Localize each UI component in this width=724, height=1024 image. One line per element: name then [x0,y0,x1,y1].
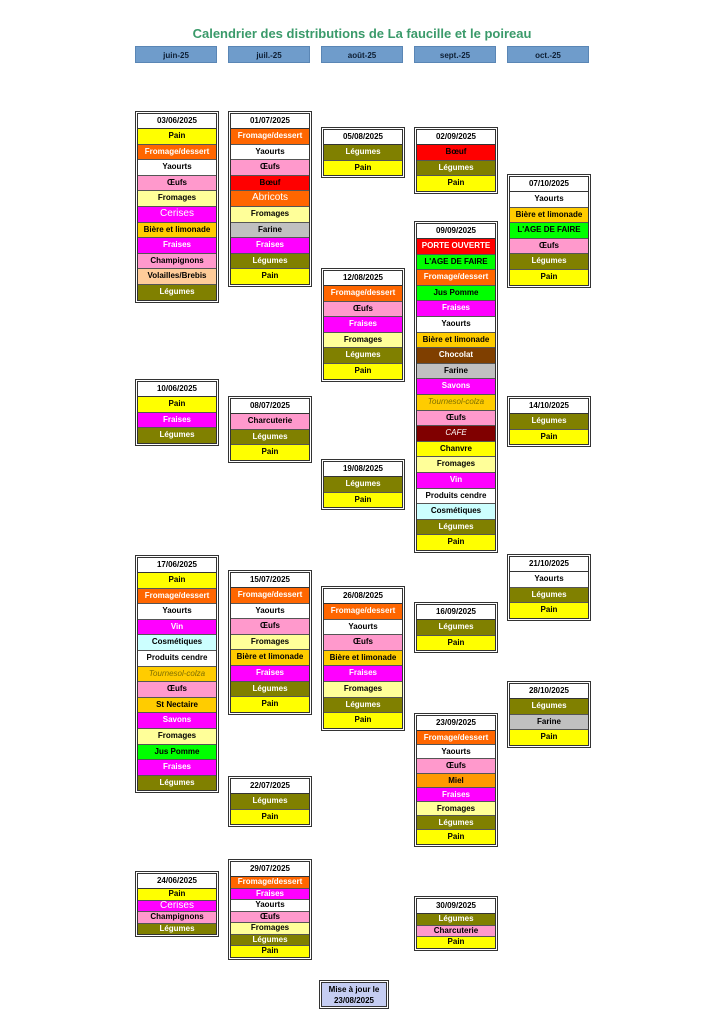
product-row: Bière et limonade [138,223,216,239]
product-row: Pain [231,946,309,957]
product-row: Pain [417,176,495,191]
product-row: Pain [231,697,309,712]
month-header-june: juin-25 [135,46,217,63]
product-row: Légumes [510,414,588,430]
product-row: Fromage/dessert [231,588,309,604]
distribution-block [509,556,589,619]
distribution-date: 10/06/2025 [138,382,216,397]
distribution-date: 12/08/2025 [324,271,402,286]
product-row: Pain [417,636,495,651]
product-row: Fromages [231,923,309,935]
product-row: Légumes [324,348,402,364]
product-row: Légumes [231,682,309,698]
product-row: Volailles/Brebis [138,269,216,285]
distribution-block [230,572,310,713]
product-row: Pain [417,830,495,843]
distribution-block [416,129,496,192]
product-row: Fromage/dessert [324,286,402,302]
product-row: Légumes [231,254,309,270]
product-row: Pain [231,810,309,825]
product-row: Fraises [324,317,402,333]
product-row: Légumes [510,588,588,604]
product-row: Bière et limonade [417,333,495,349]
product-row: Œufs [231,912,309,924]
product-row: Fromages [324,682,402,698]
product-row: Farine [417,364,495,380]
product-row: Pain [138,889,216,901]
product-row: Légumes [231,935,309,947]
product-row: Fromage/dessert [417,731,495,745]
product-row: Pain [138,129,216,145]
product-row: Légumes [138,776,216,791]
page-title: Calendrier des distributions de La faucille et le poireau [192,26,532,41]
product-row: Fromage/dessert [138,145,216,161]
product-row: Fromages [231,635,309,651]
product-row: Fraises [138,413,216,429]
distribution-date: 28/10/2025 [510,684,588,699]
product-row: Fromages [138,191,216,207]
product-row: Fraises [231,889,309,901]
distribution-date: 23/09/2025 [417,716,495,731]
product-row: Pain [510,730,588,745]
distribution-block [323,461,403,508]
product-row: Vin [138,620,216,636]
product-row: Fraises [138,760,216,776]
distribution-date: 21/10/2025 [510,557,588,572]
product-row: Légumes [138,428,216,443]
product-row: Yaourts [231,604,309,620]
product-row: Fraises [138,238,216,254]
product-row: Fraises [417,301,495,317]
product-row: Œufs [138,176,216,192]
product-row: Fraises [231,666,309,682]
product-row: Légumes [417,620,495,636]
product-row: Fromage/dessert [417,270,495,286]
product-row: CAFE [417,426,495,442]
product-row: Yaourts [231,900,309,912]
distribution-block [230,778,310,825]
distribution-date: 15/07/2025 [231,573,309,588]
product-row: Champignons [138,254,216,270]
month-header-october: oct.-25 [507,46,589,63]
product-row: Yaourts [324,620,402,636]
product-row: Bière et limonade [231,650,309,666]
product-row: Chocolat [417,348,495,364]
product-row: Champignons [138,912,216,924]
month-header-august: août-25 [321,46,403,63]
product-row: Légumes [138,285,216,300]
product-row: Légumes [417,520,495,536]
distribution-date: 26/08/2025 [324,589,402,604]
distribution-block [416,604,496,651]
month-header-july: juil.-25 [228,46,310,63]
product-row: Yaourts [417,745,495,759]
product-row: Jus Pomme [417,286,495,302]
product-row: Bœuf [417,145,495,161]
product-row: Charcuterie [231,414,309,430]
product-row: Pain [138,397,216,413]
product-row: Légumes [417,816,495,830]
product-row: Miel [417,774,495,788]
product-row: Produits cendre [138,651,216,667]
distribution-block [416,223,496,551]
distribution-block [137,381,217,444]
product-row: Légumes [417,914,495,926]
product-row: Tournesol-colza [138,667,216,683]
product-row: Fromages [231,207,309,223]
product-row: St Nectaire [138,698,216,714]
product-row: Yaourts [417,317,495,333]
distribution-date: 02/09/2025 [417,130,495,145]
product-row: Tournesol-colza [417,395,495,411]
distribution-block [323,270,403,380]
distribution-block [137,873,217,935]
product-row: Fraises [417,788,495,802]
distribution-date: 09/09/2025 [417,224,495,239]
distribution-block [137,113,217,301]
product-row: Pain [324,493,402,508]
product-row: Pain [324,161,402,176]
product-row: Fromage/dessert [138,589,216,605]
product-row: Œufs [138,682,216,698]
product-row: Fromages [417,802,495,816]
distribution-block [416,898,496,949]
distribution-date: 07/10/2025 [510,177,588,192]
product-row: Fromages [138,729,216,745]
distribution-date: 05/08/2025 [324,130,402,145]
month-header-september: sept.-25 [414,46,496,63]
distribution-date: 24/06/2025 [138,874,216,889]
product-row: Produits cendre [417,489,495,505]
distribution-block [230,398,310,461]
product-row: Légumes [231,794,309,810]
update-date: 23/08/2025 [333,996,375,1005]
product-row: Légumes [417,161,495,177]
product-row: Yaourts [510,572,588,588]
product-row: Œufs [324,302,402,318]
product-row: Fraises [324,666,402,682]
product-row: Légumes [510,699,588,715]
product-row: Yaourts [510,192,588,208]
product-row: L'AGE DE FAIRE [510,223,588,239]
product-row: Œufs [510,239,588,255]
product-row: Légumes [231,430,309,446]
product-row: Farine [231,223,309,239]
product-row: Fromages [324,333,402,349]
product-row: Œufs [417,411,495,427]
product-row: Pain [324,713,402,728]
product-row: Savons [138,713,216,729]
product-row: Vin [417,473,495,489]
distribution-block [137,557,217,791]
product-row: Yaourts [231,145,309,161]
product-row: Œufs [231,160,309,176]
product-row: L'AGE DE FAIRE [417,255,495,271]
product-row: Fromage/dessert [231,129,309,145]
product-row: Cosmétiques [417,504,495,520]
product-row: Pain [510,603,588,618]
distribution-block [509,176,589,286]
distribution-date: 22/07/2025 [231,779,309,794]
distribution-block [230,861,310,958]
distribution-block [230,113,310,285]
product-row: Abricots [231,191,309,207]
product-row: Pain [231,269,309,284]
product-row: Légumes [324,698,402,714]
product-row: Savons [417,379,495,395]
product-row: Cosmétiques [138,635,216,651]
product-row: Pain [510,270,588,285]
product-row: Cerises [138,901,216,913]
distribution-date: 30/09/2025 [417,899,495,914]
product-row: Cerises [138,207,216,223]
product-row: Œufs [417,759,495,773]
distribution-date: 03/06/2025 [138,114,216,129]
distribution-block [509,398,589,445]
distribution-block [416,715,496,845]
product-row: Yaourts [138,160,216,176]
product-row: Farine [510,715,588,731]
update-label: Mise à jour le [328,985,380,994]
distribution-block [509,683,589,746]
product-row: Jus Pomme [138,745,216,761]
distribution-date: 29/07/2025 [231,862,309,877]
distribution-date: 01/07/2025 [231,114,309,129]
product-row: Bière et limonade [510,208,588,224]
last-update-box [321,982,387,1007]
product-row: Pain [324,364,402,379]
product-row: Bière et limonade [324,651,402,667]
product-row: Fraises [231,238,309,254]
distribution-block [323,129,403,176]
product-row: Bœuf [231,176,309,192]
product-row: Pain [510,430,588,445]
distribution-date: 14/10/2025 [510,399,588,414]
product-row: Œufs [231,619,309,635]
product-row: Fromages [417,457,495,473]
product-row: Charcuterie [417,926,495,938]
product-row: PORTE OUVERTE [417,239,495,255]
product-row: Pain [138,573,216,589]
distribution-date: 08/07/2025 [231,399,309,414]
product-row: Légumes [324,145,402,161]
product-row: Pain [417,937,495,948]
product-row: Œufs [324,635,402,651]
product-row: Yaourts [138,604,216,620]
product-row: Fromage/dessert [231,877,309,889]
product-row: Pain [231,445,309,460]
product-row: Légumes [324,477,402,493]
product-row: Légumes [138,924,216,935]
product-row: Pain [417,535,495,550]
product-row: Légumes [510,254,588,270]
product-row: Fromage/dessert [324,604,402,620]
distribution-date: 19/08/2025 [324,462,402,477]
product-row: Chanvre [417,442,495,458]
distribution-date: 17/06/2025 [138,558,216,573]
distribution-block [323,588,403,729]
distribution-date: 16/09/2025 [417,605,495,620]
